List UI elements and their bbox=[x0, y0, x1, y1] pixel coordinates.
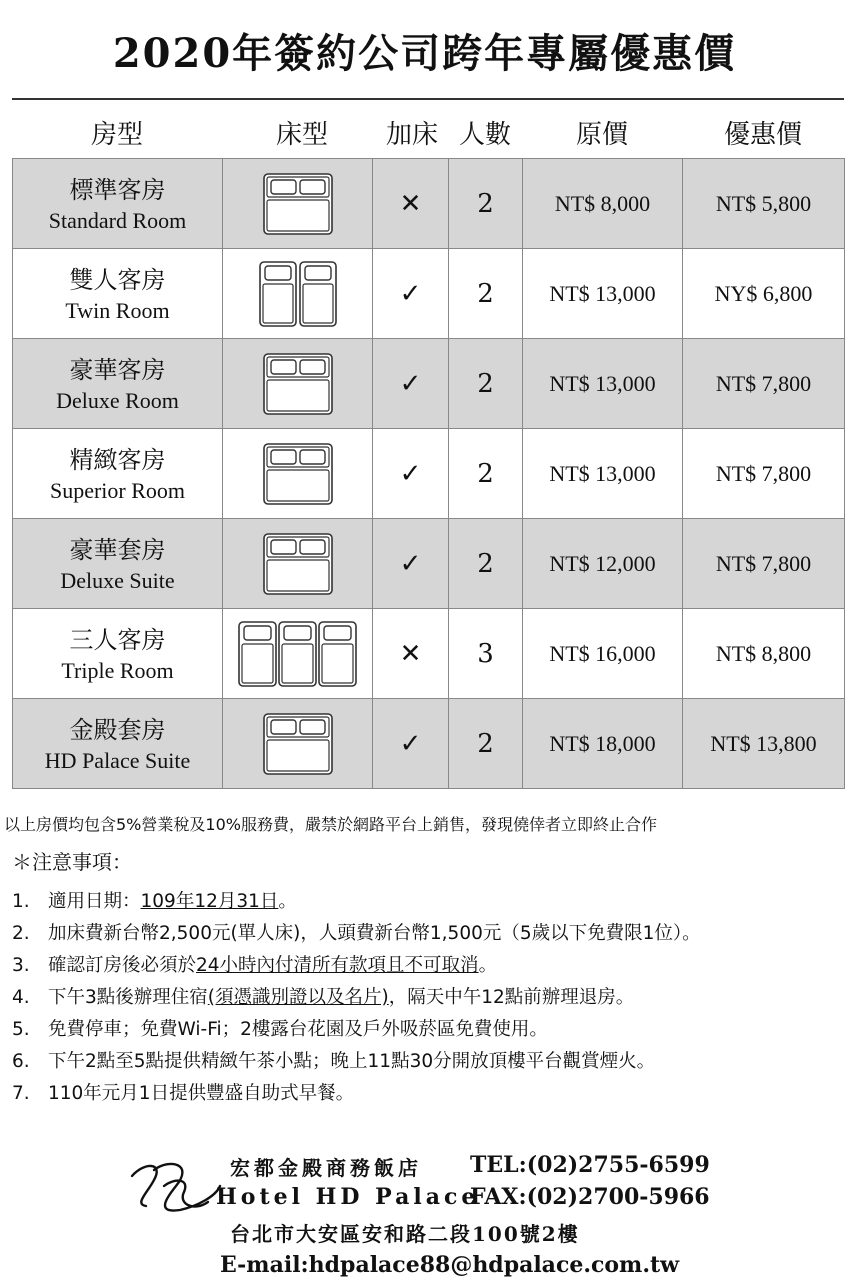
room-type-cell bbox=[13, 339, 223, 429]
people-count: 2 bbox=[449, 339, 523, 429]
header-people: 人數 bbox=[458, 120, 511, 150]
table-row bbox=[13, 339, 845, 429]
notice-underlined-text: (須憑識別證以及名片) bbox=[207, 987, 389, 1008]
notice-number: 6. bbox=[12, 1051, 30, 1072]
notice-list bbox=[12, 886, 847, 1110]
table-row bbox=[13, 249, 845, 339]
room-name-zh: 豪華套房 bbox=[69, 535, 166, 564]
room-name-en: Superior Room bbox=[49, 477, 186, 503]
room-type-cell bbox=[13, 249, 223, 339]
triple-bed-icon bbox=[223, 609, 373, 699]
table-row bbox=[13, 519, 845, 609]
table-row bbox=[13, 429, 845, 519]
people-count: 3 bbox=[449, 609, 523, 699]
hotel-address: 台北市大安區安和路二段100號2樓 bbox=[230, 1222, 580, 1246]
notice-number: 1. bbox=[12, 891, 30, 912]
people-count: 2 bbox=[449, 699, 523, 789]
promo-price: NT$ 7,800 bbox=[683, 339, 845, 429]
notice-item bbox=[12, 982, 847, 1014]
notice-item bbox=[12, 1046, 847, 1078]
notice-text-tail: 。 bbox=[478, 955, 498, 976]
table-row bbox=[13, 609, 845, 699]
notice-text: 適用日期： bbox=[48, 891, 141, 912]
twin-bed-icon bbox=[223, 249, 373, 339]
original-price: NT$ 13,000 bbox=[523, 429, 683, 519]
notice-number: 7. bbox=[12, 1083, 30, 1104]
notice-text-tail: ，隔天中午12點前辦理退房。 bbox=[388, 987, 635, 1008]
people-count: 2 bbox=[449, 429, 523, 519]
original-price: NT$ 16,000 bbox=[523, 609, 683, 699]
promo-price: NT$ 7,800 bbox=[683, 429, 845, 519]
hd-script-logo-icon bbox=[124, 1156, 224, 1226]
promo-price: NT$ 13,800 bbox=[683, 699, 845, 789]
hotel-name-en: Hotel HD Palace bbox=[216, 1184, 480, 1210]
double-bed-icon bbox=[223, 339, 373, 429]
room-type-cell bbox=[13, 429, 223, 519]
room-name-zh: 精緻客房 bbox=[69, 445, 166, 474]
room-name-en: Deluxe Room bbox=[56, 387, 179, 413]
cross-icon: ✕ bbox=[373, 609, 449, 699]
notice-text: 110年元月1日提供豐盛自助式早餐。 bbox=[48, 1083, 355, 1104]
header-bed-type: 床型 bbox=[275, 120, 328, 150]
header-top-rule bbox=[12, 98, 844, 100]
header-add-bed: 加床 bbox=[385, 120, 438, 150]
notice-underlined-text: 24小時內付清所有款項且不可取消 bbox=[196, 955, 479, 976]
room-name-zh: 金殿套房 bbox=[69, 715, 166, 744]
rate-table bbox=[12, 158, 845, 789]
hotel-footer bbox=[120, 1148, 720, 1278]
promo-price: NY$ 6,800 bbox=[683, 249, 845, 339]
notice-item bbox=[12, 886, 847, 918]
check-icon: ✓ bbox=[373, 339, 449, 429]
notice-item bbox=[12, 1078, 847, 1110]
header-promo-price: 優惠價 bbox=[723, 120, 802, 150]
room-name-zh: 豪華客房 bbox=[69, 355, 166, 384]
room-name-en: HD Palace Suite bbox=[44, 747, 191, 773]
double-bed-icon bbox=[223, 159, 373, 249]
hotel-tel: TEL:(02)2755-6599 bbox=[470, 1152, 710, 1178]
promo-price: NT$ 5,800 bbox=[683, 159, 845, 249]
notice-text: 加床費新台幣2,500元(單人床)，人頭費新台幣1,500元（5歲以下免費限1位）。 bbox=[48, 923, 701, 944]
original-price: NT$ 8,000 bbox=[523, 159, 683, 249]
hotel-name-zh: 宏都金殿商務飯店 bbox=[230, 1156, 422, 1180]
people-count: 2 bbox=[449, 249, 523, 339]
notice-number: 2. bbox=[12, 923, 30, 944]
room-type-cell bbox=[13, 159, 223, 249]
original-price: NT$ 18,000 bbox=[523, 699, 683, 789]
notice-text: 免費停車；免費Wi-Fi；2樓露台花園及戶外吸菸區免費使用。 bbox=[48, 1019, 548, 1040]
room-name-zh: 三人客房 bbox=[69, 625, 166, 654]
notice-item bbox=[12, 950, 847, 982]
room-type-cell bbox=[13, 519, 223, 609]
cross-icon: ✕ bbox=[373, 159, 449, 249]
notice-text: 確認訂房後必須於 bbox=[48, 955, 197, 976]
people-count: 2 bbox=[449, 159, 523, 249]
original-price: NT$ 12,000 bbox=[523, 519, 683, 609]
table-row bbox=[13, 699, 845, 789]
room-name-zh: 雙人客房 bbox=[69, 265, 166, 294]
room-type-cell bbox=[13, 699, 223, 789]
notice-number: 5. bbox=[12, 1019, 30, 1040]
check-icon: ✓ bbox=[373, 519, 449, 609]
notice-number: 3. bbox=[12, 955, 30, 976]
notice-heading: ＊注意事項： bbox=[12, 850, 132, 874]
notice-item bbox=[12, 1014, 847, 1046]
room-name-en: Triple Room bbox=[61, 657, 174, 683]
hotel-fax: FAX:(02)2700-5966 bbox=[470, 1184, 710, 1210]
header-original-price: 原價 bbox=[575, 120, 628, 150]
table-row bbox=[13, 159, 845, 249]
double-bed-icon bbox=[223, 699, 373, 789]
double-bed-icon bbox=[223, 429, 373, 519]
room-type-cell bbox=[13, 609, 223, 699]
check-icon: ✓ bbox=[373, 699, 449, 789]
header-room-type: 房型 bbox=[90, 120, 143, 150]
check-icon: ✓ bbox=[373, 429, 449, 519]
check-icon: ✓ bbox=[373, 249, 449, 339]
notice-text: 下午3點後辦理住宿 bbox=[48, 987, 208, 1008]
hotel-email: E-mail:hdpalace88@hdpalace.com.tw bbox=[220, 1252, 680, 1278]
notice-text: 下午2點至5點提供精緻午茶小點；晚上11點30分開放頂樓平台觀賞煙火。 bbox=[48, 1051, 656, 1072]
page-title: 2020年簽約公司跨年專屬優惠價 bbox=[112, 30, 737, 77]
original-price: NT$ 13,000 bbox=[523, 339, 683, 429]
disclaimer-text: 以上房價均包含5%營業稅及10%服務費，嚴禁於網路平台上銷售，發現僥倖者立即終止合作 bbox=[4, 815, 657, 834]
table-header bbox=[12, 102, 844, 157]
double-bed-icon bbox=[223, 519, 373, 609]
room-name-en: Standard Room bbox=[48, 207, 187, 233]
people-count: 2 bbox=[449, 519, 523, 609]
notice-text-tail: 。 bbox=[278, 891, 297, 912]
notice-item bbox=[12, 918, 847, 950]
notice-number: 4. bbox=[12, 987, 30, 1008]
room-name-en: Deluxe Suite bbox=[60, 567, 175, 593]
original-price: NT$ 13,000 bbox=[523, 249, 683, 339]
room-name-en: Twin Room bbox=[65, 297, 170, 323]
notice-underlined-text: 109年12月31日 bbox=[140, 891, 279, 912]
promo-price: NT$ 8,800 bbox=[683, 609, 845, 699]
room-name-zh: 標準客房 bbox=[69, 175, 166, 204]
promo-price: NT$ 7,800 bbox=[683, 519, 845, 609]
